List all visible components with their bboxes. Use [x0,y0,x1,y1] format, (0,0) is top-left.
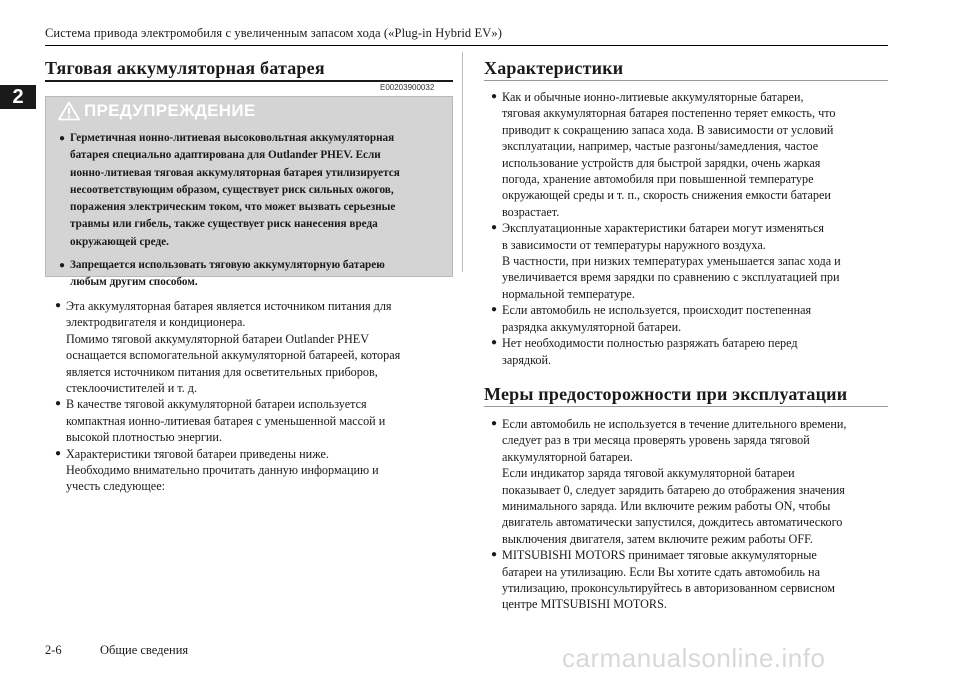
doc-code: E00203900032 [380,83,435,92]
text-line: является источником питания для осветительных приборов, [66,364,378,379]
text-line: MITSUBISHI MOTORS принимает тяговые аккумуляторные [502,548,817,563]
text-line: центре MITSUBISHI MOTORS. [502,597,667,612]
precautions-list [488,416,888,613]
text-line: двигатель автоматически запустился, дождитесь автоматического [502,515,843,530]
text-line: погода, хранение автомобиля при повышенной температуре [502,172,814,187]
text-line: в зависимости от температуры наружного воздуха. [502,237,766,252]
text-line: возрастает. [502,204,560,219]
footer-section-name: Общие сведения [100,643,189,657]
header-rule [45,45,888,46]
bullet-icon: ● [55,447,62,459]
list-item [488,547,888,613]
text-line: показывает 0, следует зарядить батарею до отображения значения [502,482,845,497]
text-line: ионно-литиевая тяговая аккумуляторная батарея утилизируется [70,166,400,179]
text-line: несоответствующим образом, существует риск сильных ожогов, [70,183,394,196]
left-bullet-list [52,298,462,495]
bullet-icon: ● [59,260,66,272]
section-title-characteristics: Характеристики [484,58,624,78]
bullet-icon: ● [491,337,498,349]
text-line: Если автомобиль не используется в течение длительного времени, [502,417,847,431]
section-title-battery: Тяговая аккумуляторная батарея [45,58,325,78]
section-rule [484,406,888,407]
chapter-tab: 2 [0,85,36,109]
text-line: приводит к сокращению запаса хода. В зависимости от условий [502,122,834,137]
text-line: эксплуатации, например, частые разгоны/замедления, частое [502,139,819,154]
bullet-icon: ● [491,304,498,316]
bullet-icon: ● [491,549,498,561]
characteristics-list [488,89,888,368]
text-line: электродвигателя и кондиционера. [66,315,246,330]
text-line: стеклоочистителей и т. д. [66,381,198,396]
text-line: Если индикатор заряда тяговой аккумуляторной батареи [502,466,795,481]
list-item [488,335,888,368]
text-line: разрядка аккумуляторной батареи. [502,319,682,334]
list-item [488,220,888,302]
warning-title: ПРЕДУПРЕЖДЕНИЕ [84,101,256,120]
bullet-icon: ● [55,398,62,410]
section-title-precautions: Меры предосторожности при эксплуатации [484,384,848,404]
text-line: использование устройств для быстрой зарядки, очень жаркая [502,155,821,170]
list-item [488,416,888,547]
bullet-icon: ● [491,418,498,429]
text-line: Эта аккумуляторная батарея является источником питания для [66,299,392,313]
list-item [52,396,462,445]
text-line: Нет необходимости полностью разряжать батарею перед [502,336,798,351]
text-line: Необходимо внимательно прочитать данную информацию и [66,463,379,478]
column-divider [462,52,463,272]
text-line: увеличивается время зарядки по сравнению с эксплуатацией при [502,270,840,285]
text-line: травмы или гибель, также существует риск нанесения вреда [70,218,378,231]
warning-body [56,130,448,292]
warning-triangle-icon [58,101,80,121]
text-line: аккумуляторной батареи. [502,449,633,464]
text-line: Герметичная ионно-литиевая высоковольтная аккумуляторная [70,132,395,144]
text-line: высокой плотностью энергии. [66,430,222,445]
warning-box [45,96,453,289]
list-item [488,89,888,220]
warning-bullet [56,257,448,292]
text-line: Помимо тяговой аккумуляторной батареи Outlander PHEV [66,331,370,346]
text-line: батарея специально адаптирована для Outlander PHEV. Если [70,149,381,162]
text-line: поражения электрическим током, что может вызвать серьезные [70,201,396,214]
text-line: выключения двигателя, затем включите режим работы OFF. [502,531,813,546]
text-line: окружающей среды и т. п., скорость снижения емкости батареи [502,188,831,203]
text-line: минимального заряда. Или включите режим работы ON, чтобы [502,499,831,514]
text-line: батареи на утилизацию. Если Вы хотите сдать автомобиль на [502,564,820,579]
list-item [488,302,888,335]
bullet-icon: ● [59,133,66,144]
page-number: 2-6 [45,643,62,657]
text-line: Если автомобиль не используется, происходит постепенная [502,303,812,318]
section-rule [484,80,888,81]
section-rule [45,80,453,82]
warning-bullet [56,130,448,251]
list-item [52,298,462,396]
list-item [52,446,462,495]
bullet-icon: ● [491,91,498,102]
text-line: Эксплуатационные характеристики батареи могут изменяться [502,221,824,236]
text-line: следует раз в три месяца проверять уровень заряда тяговой [502,433,810,448]
text-line: компактная ионно-литиевая батарея с уменьшенной массой и [66,413,386,428]
watermark: carmanualsonline.info [562,643,826,673]
text-line: Запрещается использовать тяговую аккумуляторную батарею [70,259,385,272]
running-header: Система привода электромобиля с увеличенным запасом хода («Plug-in Hybrid EV») [45,26,502,40]
text-line: Как и обычные ионно-литиевые аккумуляторные батареи, [502,90,804,104]
text-line: учесть следующее: [66,479,166,494]
text-line: зарядкой. [502,352,552,367]
text-line: оснащается вспомогательной аккумуляторной батареей, которая [66,348,401,363]
warning-header [58,101,256,121]
bullet-icon: ● [55,300,62,311]
text-line: тяговая аккумуляторная батарея постепенно теряет емкость, что [502,106,836,121]
text-line: окружающей среде. [70,235,169,248]
bullet-icon: ● [491,222,498,234]
text-line: утилизацию, проконсультируйтесь в авторизованном сервисном [502,581,835,596]
text-line: любым другим способом. [70,276,198,289]
text-line: Характеристики тяговой батареи приведены ниже. [66,446,329,461]
text-line: В частности, при низких температурах уменьшается запас хода и [502,254,841,269]
text-line: В качестве тяговой аккумуляторной батареи используется [66,397,367,412]
text-line: нормальной температуре. [502,286,635,301]
